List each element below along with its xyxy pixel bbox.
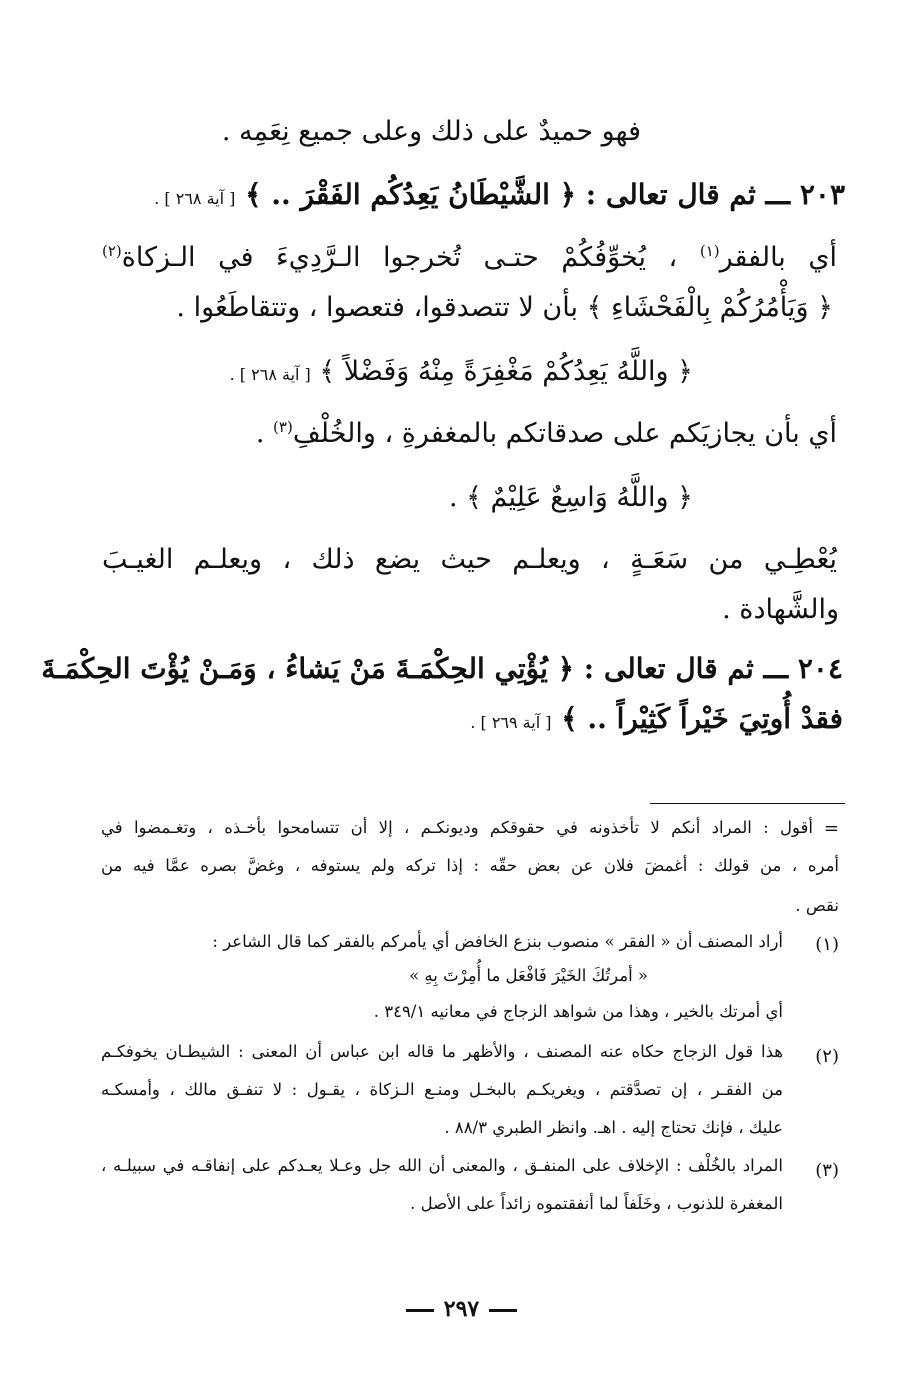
footnote-2-marker: (٢) xyxy=(815,1046,839,1067)
page-number-dash xyxy=(489,1309,517,1312)
verse-line-5: ﴿ واللَّهُ وَاسِعٌ عَلِيْمٌ ﴾ . xyxy=(448,482,693,513)
verse-reference: [ آية ٢٦٩ ] . xyxy=(470,713,552,732)
page-number-dash xyxy=(406,1309,434,1312)
footnote-1-line-1: أراد المصنف أن « الفقر » منصوب بنزع الخافض أي يأمركم بالفقر كما قال الشاعر : xyxy=(212,932,783,951)
footnote-2-line-1: هذا قول الزجاج حكاه عنه المصنف ، والأظهر ما قاله ابن عباس أن المعنى : الشيطـان يخوفكـم xyxy=(101,1042,783,1061)
entry-204-line-1 xyxy=(41,652,843,685)
footnote-ref-1: (١) xyxy=(699,242,720,260)
footnote-ref-2: (٢) xyxy=(102,242,122,260)
entry-dash: ـــ xyxy=(765,178,791,211)
footnote-2-line-2: من الفقـر ، إن تصدَّقتم ، ويغريكـم بالبخـل ومنـع الـزكاة ، يقـول : لا تنفـق مالك ، وأمسكـه xyxy=(101,1080,783,1099)
paragraph-line-7: والشَّهادة . xyxy=(722,594,839,625)
entry-number: ٢٠٣ xyxy=(799,178,845,211)
entry-text: ثم قال تعالى : ﴿ الشَّيْطَانُ يَعِدُكُم الفَقْرَ .. ﴾ xyxy=(245,178,756,211)
footnote-separator xyxy=(650,803,845,804)
page-number xyxy=(0,1296,923,1322)
verse-reference: [ آية ٢٦٨ ] . xyxy=(154,189,236,208)
paragraph-line-4: أي بأن يجازيَكم على صدقاتكم بالمغفرةِ ، والخُلْفِ$^{(٣)}$ . xyxy=(255,418,837,449)
footnote-3-marker: (٣) xyxy=(815,1160,839,1181)
entry-dash: ـــ xyxy=(763,652,789,685)
verse-reference: [ آية ٢٦٨ ] . xyxy=(229,365,311,384)
footnote-3-line-2: المغفرة للذنوب ، وخَلَفاً لما أنفقتموه زائداً على الأصل . xyxy=(410,1194,783,1213)
verse-line-3 xyxy=(230,356,693,387)
footnote-1-line-3: أي أمرتك بالخير ، وهذا من شواهد الزجاج في معانيه ٣٤٩/١ . xyxy=(373,1002,783,1021)
entry-text: فقدْ أُوتِيَ خَيْراً كَثِيْراً .. ﴾ xyxy=(561,702,843,735)
footnote-3-line-1: المراد بالخُلْف : الإخلاف على المنفـق ، والمعنى أن الله جل وعـلا يعـدكم على إنفاقـه في سبيلـه ، xyxy=(101,1156,783,1175)
footnote-continuation-line-3: نقص . xyxy=(795,896,839,915)
entry-text: ثم قال تعالى : ﴿ يُؤْتِي الحِكْمَـةَ مَنْ يَشاءُ ، وَمَـنْ يُؤْتَ الحِكْمَـةَ xyxy=(41,652,754,685)
footnote-1-line-2: « أمرتُكَ الخَيْرَ فَافْعَل ما أُمِرْتَ بِهِ » xyxy=(409,966,648,985)
footnote-ref-3: (٣) xyxy=(273,418,293,436)
footnote-1-marker: (١) xyxy=(815,934,839,955)
paragraph-line-2: ﴿ وَيَأْمُرُكُمْ بِالْفَحْشَاءِ ﴾ بأن لا تتصدقوا، فتعصوا ، وتتقاطَعُوا . xyxy=(176,292,833,323)
entry-number: ٢٠٤ xyxy=(797,652,843,685)
paragraph-line-6: يُعْطِـي من سَعَـةٍ ، ويعلـم حيث يضع ذلك ، ويعلـم الغيـبَ xyxy=(102,544,837,575)
page-number-text: ٢٩٧ xyxy=(443,1296,480,1322)
entry-204-line-2 xyxy=(470,702,843,735)
footnote-continuation-line-2: أمره ، من قولك : أغمضَ فلان عن بعض حقّه : إذا تركه ولم يستوفه ، وغضَّ بصره عمَّا فيه من xyxy=(101,856,839,875)
text-line-1: فهو حميدٌ على ذلك وعلى جميع نِعَمِه . xyxy=(221,116,641,147)
footnote-2-line-3: عليك ، فإنك تحتاج إليه . اهـ. وانظر الطبري ٨٨/٣ . xyxy=(444,1118,783,1137)
footnote-continuation-line-1: أقول : المراد أنكم لا تأخذونه في حقوقكم وديونكـم ، إلا أن تتسامحوا بأخـذه ، وتغـمضوا في xyxy=(101,818,813,837)
continuation-marker: = xyxy=(823,818,839,839)
verse-quote: ﴿ واللَّهُ يَعِدُكُمْ مَغْفِرَةً مِنْهُ وَفَضْلاً ﴾ xyxy=(319,356,693,387)
paragraph-line-1: أي بالفقر$^{(١)}$ ، يُخوِّفُكُمْ حتـى تُخرجوا الـرَّدِيءَ في الـزكاة$^{(٢)}$ xyxy=(102,242,837,273)
entry-203 xyxy=(154,178,845,211)
